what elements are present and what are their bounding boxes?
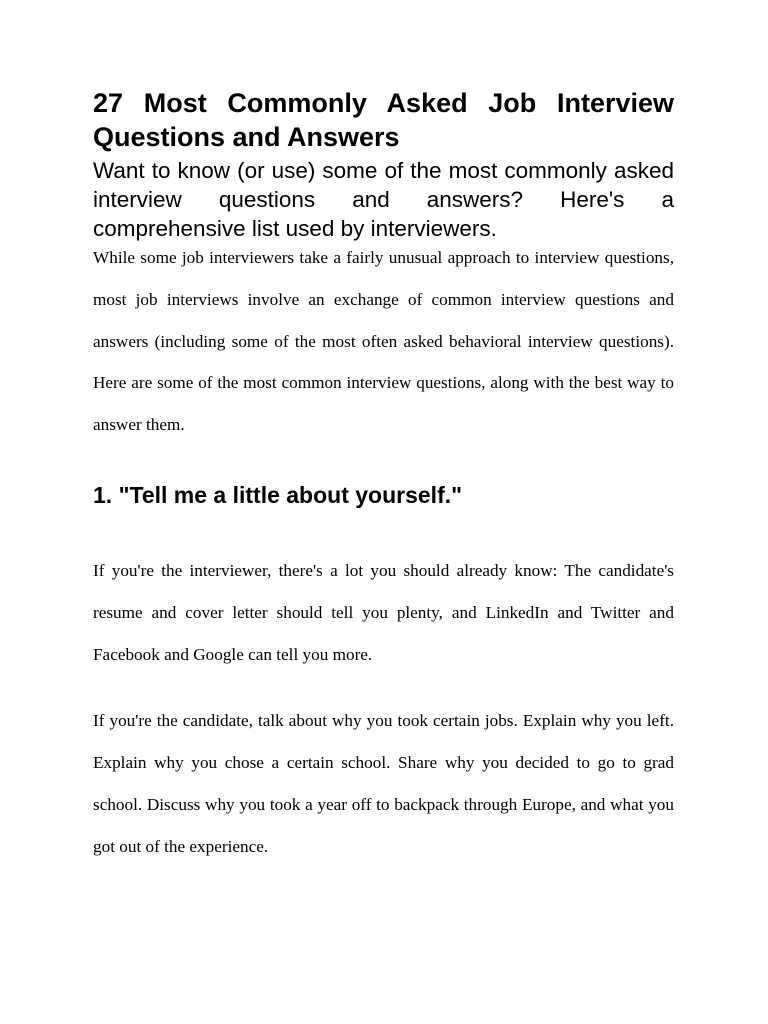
question-heading: 1. "Tell me a little about yourself." — [93, 481, 463, 508]
page-title: 27 Most Commonly Asked Job Interview Questions and Answers — [93, 88, 674, 152]
document-page — [93, 86, 674, 868]
intro-paragraph: While some job interviewers take a fairly unusual approach to interview questions, most job interviews involve an exchange of common interview questions and answers (including some of the most often asked behavioral interview questions). Here are some of the most common interview questions, along with the best way to answer them. — [93, 248, 674, 435]
answer-paragraph-candidate: If you're the candidate, talk about why you took certain jobs. Explain why you left. Explain why you chose a certain school. Share why you decided to go to grad school. Discuss why you took a year off to backpack through Europe, and what you got out of the experience. — [93, 711, 674, 856]
answer-paragraph-interviewer: If you're the interviewer, there's a lot you should already know: The candidate's resume and cover letter should tell you plenty, and LinkedIn and Twitter and Facebook and Google can tell you more. — [93, 560, 674, 664]
page-subtitle: Want to know (or use) some of the most commonly asked interview questions and answers? Here's a comprehensive list used by interviewers. — [93, 158, 674, 241]
